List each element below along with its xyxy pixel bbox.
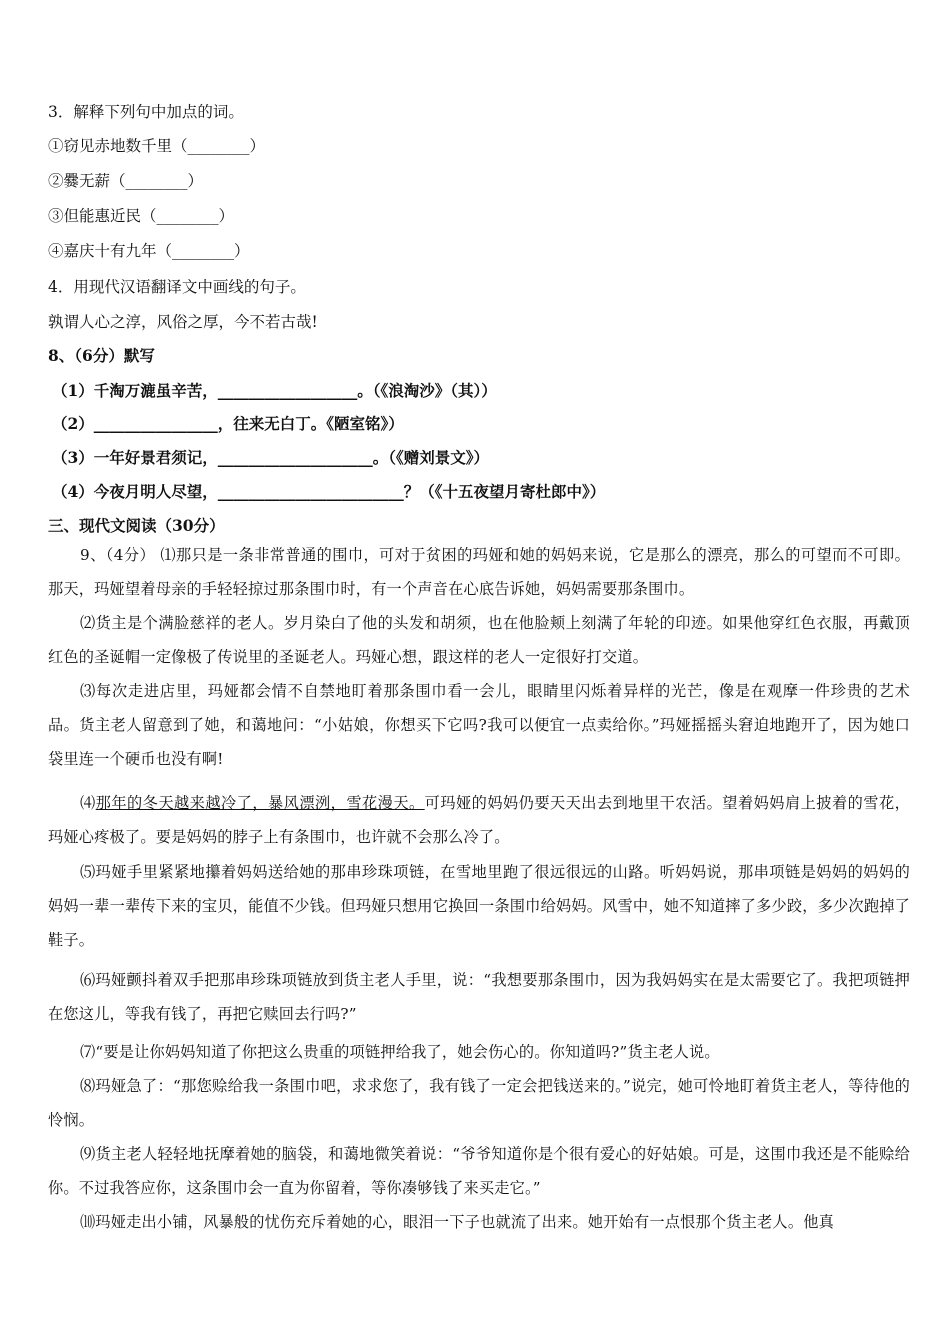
q9-paragraph-8: ⑻玛娅急了：“那您赊给我一条围巾吧，求求您了，我有钱了一定会把钱送来的。”说完，她可怜地盯着货主老人，等待他的怜悯。 — [48, 1077, 910, 1129]
q9-paragraph-6: ⑹玛娅颤抖着双手把那串珍珠项链放到货主老人手里，说：“我想要那条围巾，因为我妈妈实在是太需要它了。我把项链押在您这儿，等我有钱了，再把它赎回去行吗?” — [48, 971, 910, 1023]
q9-paragraph-7: ⑺“要是让你妈妈知道了你把这么贵重的项链押给我了，她会伤心的。你知道吗?”货主老人说。 — [80, 1043, 720, 1061]
q9-paragraph-3: ⑶每次走进店里，玛娅都会情不自禁地盯着那条围巾看一会儿，眼睛里闪烁着异样的光芒，像是在观摩一件珍贵的艺术品。货主老人留意到了她，和蔼地问：“小姑娘，你想买下它吗?我可以便宜一点卖给你。”玛娅摇摇头窘迫地跑开了，因为她口袋里连一个硬币也没有啊! — [48, 682, 910, 768]
q9-paragraph-5: ⑸玛娅手里紧紧地攥着妈妈送给她的那串珍珠项链，在雪地里跑了很远很远的山路。听妈妈说，那串项链是妈妈的妈妈的妈妈一辈一辈传下来的宝贝，能值不少钱。但玛娅只想用它换回一条围巾给妈妈。风雪中，她不知道摔了多少跤，多少次跑掉了鞋子。 — [48, 863, 910, 949]
q8-item-1: （1）千淘万漉虽辛苦，__________________。（《浪淘沙》（其）） — [52, 381, 497, 400]
q9-paragraph-10: ⑽玛娅走出小铺，风暴般的忧伤充斥着她的心，眼泪一下子也就流了出来。她开始有一点恨那个货主老人。他真 — [80, 1213, 834, 1231]
q9-paragraph-9: ⑼货主老人轻轻地抚摩着她的脑袋，和蔼地微笑着说：“爷爷知道你是个很有爱心的好姑娘。可是，这围巾我还是不能赊给你。不过我答应你，这条围巾会一直为你留着，等你凑够钱了来买走它。” — [48, 1145, 910, 1197]
q9-paragraph-4-rest: 可玛娅的妈妈仍要天天出去到地里干农活。望着妈妈肩上披着的雪花，玛娅心疼极了。要是妈妈的脖子上有条围巾，也许就不会那么冷了。 — [48, 794, 911, 846]
q3-item-1: ①窃见赤地数千里（________） — [48, 137, 266, 155]
q9-paragraph-4 — [48, 786, 910, 854]
q3-item-2: ②爨无薪（________） — [48, 172, 204, 190]
q8-item-3: （3）一年好景君须记，____________________。（《赠刘景文》） — [52, 448, 490, 467]
q4-title: 4．用现代汉语翻译文中画线的句子。 — [48, 278, 306, 296]
q9-paragraph-4-number: ⑷ — [80, 794, 96, 812]
q3-title: 3．解释下列句中加点的词。 — [48, 103, 244, 121]
q8-item-4: （4）今夜月明人尽望，________________________？（《十五夜望月寄杜郎中》） — [52, 482, 606, 501]
q9-paragraph-1: 9、（4分） ⑴那只是一条非常普通的围巾，可对于贫困的玛娅和她的妈妈来说，它是那么的漂亮，那么的可望而不可即。那天，玛娅望着母亲的手轻轻掠过那条围巾时，有一个声音在心底告诉她，妈妈需要那条围巾。 — [48, 546, 910, 598]
q3-item-3: ③但能惠近民（________） — [48, 207, 235, 225]
q9-underlined-sentence: 那年的冬天越来越冷了，暴风漂洌，雪花漫天。 — [95, 794, 425, 812]
section-3-title: 三、现代文阅读（30分） — [48, 516, 225, 535]
q9-paragraph-2: ⑵货主是个满脸慈祥的老人。岁月染白了他的头发和胡须，也在他脸颊上刻满了年轮的印迹。如果他穿红色衣服，再戴顶红色的圣诞帽一定像极了传说里的圣诞老人。玛娅心想，跟这样的老人一定很好打交道。 — [48, 614, 910, 666]
q8-title: 8、（6分）默写 — [48, 346, 155, 365]
q3-item-4: ④嘉庆十有九年（________） — [48, 242, 250, 260]
q8-item-2: （2）________________，往来无白丁。《陋室铭》） — [52, 414, 404, 433]
q4-sentence: 孰谓人心之淳，风俗之厚，今不若古哉! — [48, 313, 318, 331]
